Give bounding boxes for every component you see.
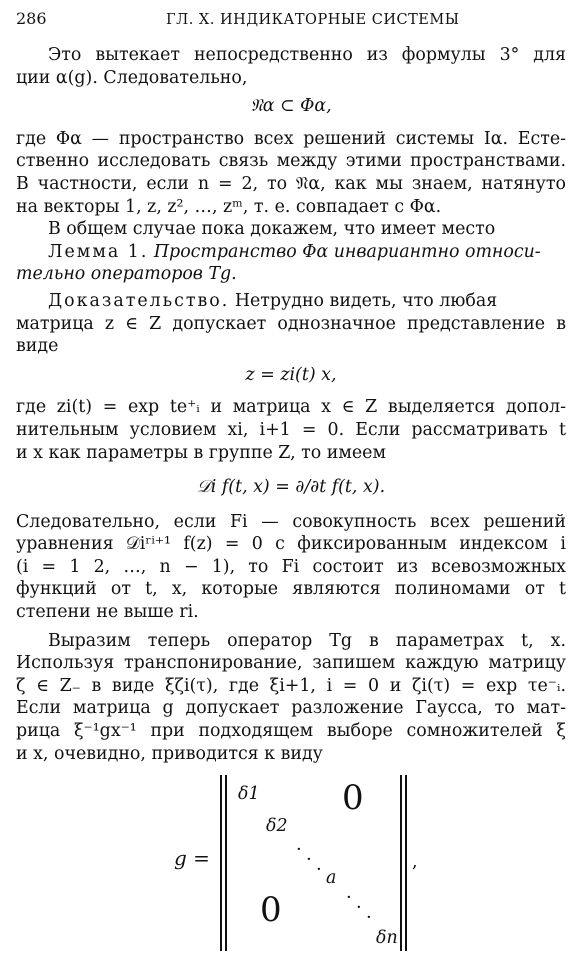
text-line: функций от t, x, которые являются полиномами от t: [16, 579, 566, 600]
text-block: [16, 44, 566, 765]
matrix-right-bar-inner: [405, 775, 407, 951]
page-header: [16, 8, 566, 34]
matrix-dots-upper: ·: [306, 849, 312, 871]
proof-line: [16, 290, 566, 313]
text-line: Следовательно, если Fi — совокупность всех решений: [16, 511, 566, 532]
text-line: на векторы 1, z, z², …, zᵐ, т. е. совпадает с Φα.: [16, 196, 442, 217]
text-line: степени не выше ri.: [16, 602, 199, 623]
text-line: где Φα — пространство всех решений системы Iα. Есте-: [16, 128, 566, 149]
matrix-delta-n: δn: [376, 928, 398, 949]
text-line: рица ξ⁻¹gx⁻¹ при подходящем выборе сомножителей ξ: [16, 721, 566, 742]
formula-inclusion: 𝔑α ⊂ Φα,: [250, 96, 332, 117]
text-line: ζ ∈ Z₋ в виде ξζi(τ), где ξi+1, i = 0 и ζi(τ) = exp τe⁻ᵢ.: [16, 675, 566, 696]
lemma-label: Лемма 1.: [48, 241, 149, 262]
text-line: ственно исследовать связь между этими пространствами.: [16, 151, 566, 172]
matrix-display: [16, 769, 566, 969]
matrix-left-bar: [220, 775, 222, 951]
lemma-line: [16, 241, 566, 264]
text-line: виде: [16, 336, 59, 357]
running-title: ГЛ. X. ИНДИКАТОРНЫЕ СИСТЕМЫ: [166, 12, 460, 28]
matrix-delta-1: δ1: [238, 784, 260, 805]
proof-label: Доказательство.: [48, 290, 230, 311]
text-line: матрица z ∈ Z допускает однозначное представление в: [16, 313, 566, 334]
text-line: Если матрица g допускает разложение Гаусса, то мат-: [16, 698, 566, 719]
text-line: (i = 1 2, …, n − 1), то Fi состоит из всевозможных: [16, 556, 566, 577]
matrix-trailing-comma: ,: [412, 852, 418, 873]
matrix-entry-a: a: [326, 868, 337, 889]
text-line: уравнения 𝒟iʳⁱ⁺¹ f(z) = 0 с фиксированным индексом i: [16, 534, 566, 555]
text-line: ции α(g). Следовательно,: [16, 67, 248, 88]
matrix-zero-top: 0: [342, 778, 364, 819]
text-line: где zi(t) = exp te⁺ᵢ и матрица x ∈ Z выделяется допол-: [16, 397, 566, 418]
lemma-text: Пространство Φα инвариантно относи-: [153, 241, 541, 262]
lemma-text-cont: тельно операторов Tg.: [16, 264, 237, 285]
matrix-dots-upper: ·: [316, 859, 322, 881]
matrix-right-bar: [400, 775, 402, 951]
text-line: В частности, если n = 2, то 𝔑α, как мы знаем, натянуто: [16, 173, 566, 194]
text-line: и x, очевидно, приводится к виду: [16, 743, 323, 764]
text-line: и x как параметры в группе Z, то имеем: [16, 442, 386, 463]
matrix-zero-bottom: 0: [260, 890, 282, 931]
formula-decomposition: z = zi(t) x,: [245, 364, 337, 385]
text-line: В общем случае пока докажем, что имеет место: [48, 219, 496, 240]
text-line: Это вытекает непосредственно из формулы 3° для: [48, 45, 566, 65]
matrix-dots-lower: ·: [356, 897, 362, 919]
matrix-dots-upper: ·: [296, 839, 302, 861]
matrix-dots-lower: ·: [366, 907, 372, 929]
matrix-lhs: g =: [174, 846, 210, 871]
proof-text: Нетрудно видеть, что любая: [234, 290, 498, 311]
text-line: Используя транспонирование, запишем каждую матрицу: [16, 653, 566, 674]
text-line: нительным условием xi, i+1 = 0. Если рассматривать t: [16, 419, 566, 440]
text-line: Выразим теперь оператор Tg в параметрах t, x.: [48, 630, 566, 651]
formula-derivative: 𝒟i f(t, x) = ∂/∂t f(t, x).: [196, 477, 386, 498]
matrix-delta-2: δ2: [266, 816, 288, 837]
page-number: 286: [16, 9, 47, 28]
matrix-left-bar-inner: [225, 775, 227, 951]
matrix-dots-lower: ·: [346, 887, 352, 909]
